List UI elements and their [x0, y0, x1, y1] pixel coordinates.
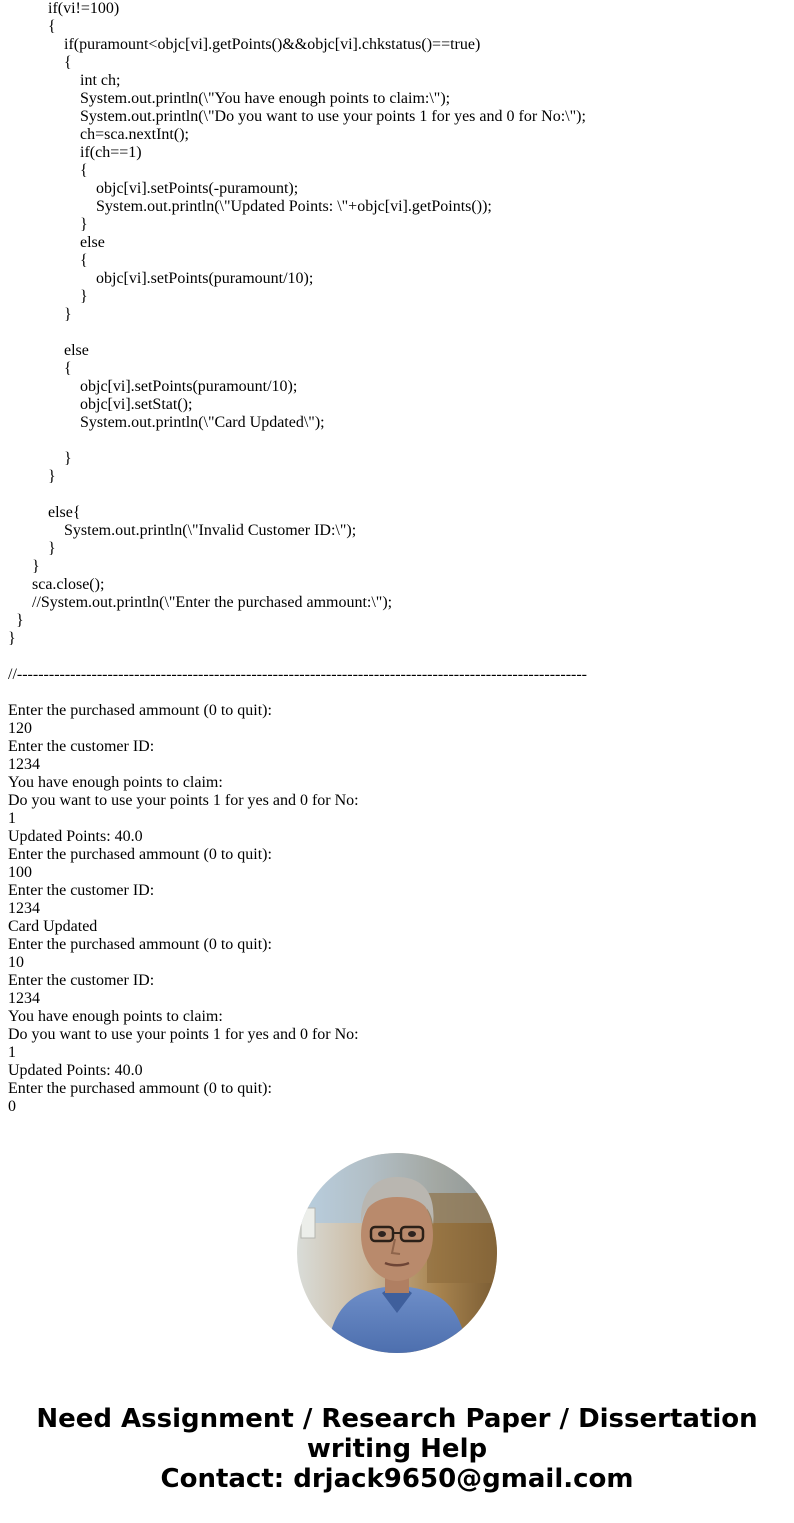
avatar [297, 1153, 497, 1353]
code-line: } [8, 468, 56, 485]
code-line: System.out.println(\"Do you want to use your points 1 for yes and 0 for No:\"); [8, 108, 586, 125]
code-line: } [8, 612, 24, 629]
code-line: } [8, 450, 72, 467]
code-line: objc[vi].setPoints(-puramount); [8, 180, 299, 197]
banner-line-2: writing Help [306, 1434, 488, 1464]
code-line: else [8, 342, 89, 359]
code-line: } [8, 630, 16, 647]
code-line: { [8, 18, 56, 35]
code-line: else [8, 234, 105, 251]
code-line: System.out.println(\"You have enough points to claim:\"); [8, 90, 451, 107]
code-line: 100 [8, 864, 32, 881]
code-block [8, 0, 788, 1116]
code-line: You have enough points to claim: [8, 774, 223, 791]
code-line: //System.out.println(\"Enter the purchased ammount:\"); [8, 594, 393, 611]
code-line: { [8, 162, 88, 179]
code-line: objc[vi].setPoints(puramount/10); [8, 270, 314, 287]
code-line: { [8, 252, 88, 269]
code-line [8, 486, 788, 504]
help-banner [0, 1404, 794, 1494]
code-line [8, 648, 788, 666]
code-line: int ch; [8, 72, 121, 89]
code-line: Enter the purchased ammount (0 to quit): [8, 846, 272, 863]
code-line: Enter the customer ID: [8, 972, 155, 989]
code-line: } [8, 306, 72, 323]
code-line: Enter the purchased ammount (0 to quit): [8, 1080, 272, 1097]
code-line: 1 [8, 1044, 16, 1061]
code-line: 1234 [8, 756, 40, 773]
code-line: } [8, 558, 40, 575]
code-line: Card Updated [8, 918, 98, 935]
code-line: System.out.println(\"Updated Points: \"+objc[vi].getPoints()); [8, 198, 492, 215]
code-line: 1234 [8, 900, 40, 917]
code-line: Enter the customer ID: [8, 882, 155, 899]
code-line: ch=sca.nextInt(); [8, 126, 189, 143]
code-line [8, 324, 788, 342]
code-line: Enter the customer ID: [8, 738, 155, 755]
code-line: Updated Points: 40.0 [8, 828, 143, 845]
code-line: Enter the purchased ammount (0 to quit): [8, 936, 272, 953]
code-line: } [8, 216, 88, 233]
code-line: System.out.println(\"Invalid Customer ID:\"); [8, 522, 357, 539]
code-line: if(puramount<objc[vi].getPoints()&&objc[vi].chkstatus()==true) [8, 36, 481, 53]
code-line: Do you want to use your points 1 for yes and 0 for No: [8, 1026, 359, 1043]
code-line: else{ [8, 504, 81, 521]
code-line [8, 684, 788, 702]
code-line: { [8, 54, 72, 71]
banner-line-1: Need Assignment / Research Paper / Dissertation [36, 1404, 758, 1434]
code-line: sca.close(); [8, 576, 105, 593]
banner-contact-line: Contact: drjack9650@gmail.com [160, 1464, 634, 1494]
code-line: objc[vi].setPoints(puramount/10); [8, 378, 298, 395]
code-line: //----------------------------------------------------------------------------------------------------------- [8, 666, 587, 683]
code-line: objc[vi].setStat(); [8, 396, 193, 413]
code-line: } [8, 540, 56, 557]
code-line: { [8, 360, 72, 377]
code-line: Updated Points: 40.0 [8, 1062, 143, 1079]
code-line: 120 [8, 720, 32, 737]
code-line: You have enough points to claim: [8, 1008, 223, 1025]
code-line: Do you want to use your points 1 for yes and 0 for No: [8, 792, 359, 809]
code-line: if(ch==1) [8, 144, 142, 161]
code-line: 1 [8, 810, 16, 827]
code-line: Enter the purchased ammount (0 to quit): [8, 702, 272, 719]
avatar-portrait-image [297, 1153, 497, 1353]
code-line: } [8, 288, 88, 305]
code-line [8, 432, 788, 450]
code-line: System.out.println(\"Card Updated\"); [8, 414, 325, 431]
code-line: 10 [8, 954, 24, 971]
code-line: 1234 [8, 990, 40, 1007]
code-line: if(vi!=100) [8, 0, 120, 17]
code-line: 0 [8, 1098, 16, 1115]
